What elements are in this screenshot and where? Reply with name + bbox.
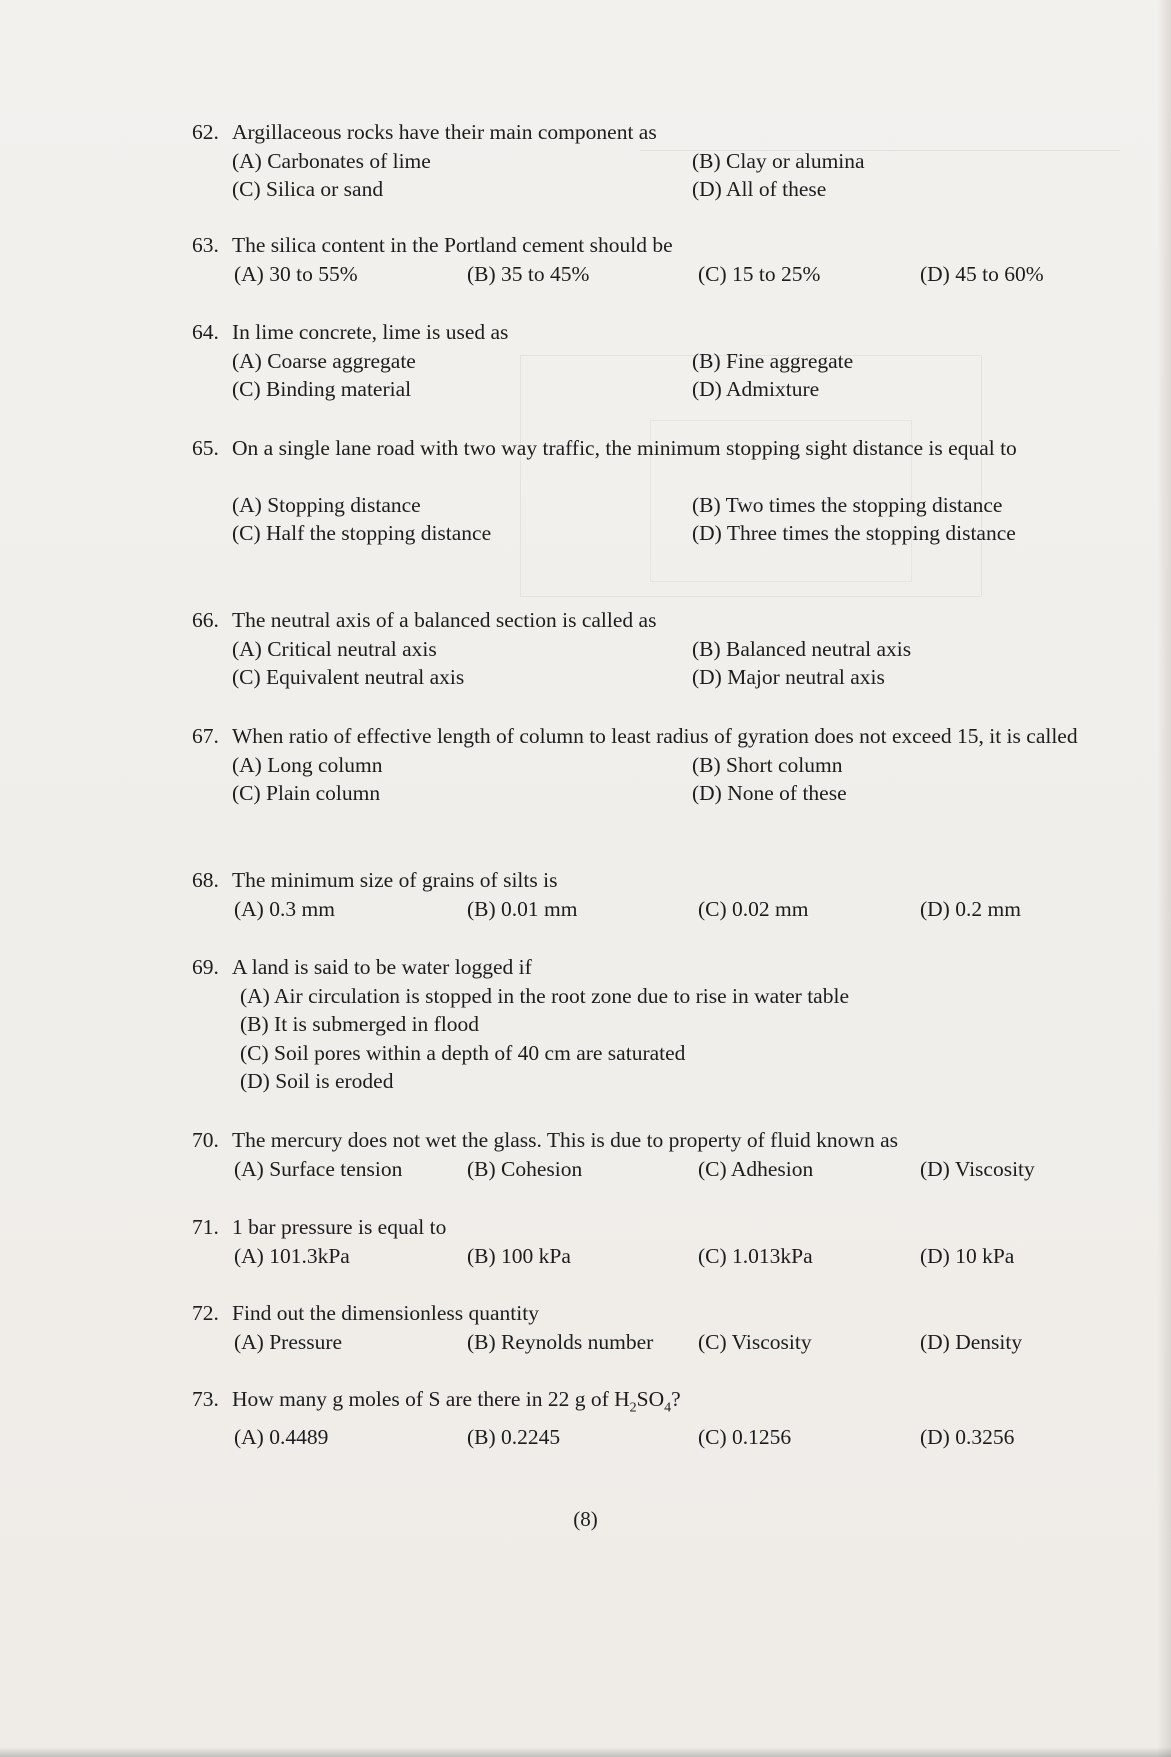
option-d: (D) Density xyxy=(920,1329,1023,1354)
question-73 xyxy=(192,1385,1152,1451)
option-c: (C) 0.02 mm xyxy=(698,896,809,921)
option-b: (B) 0.2245 xyxy=(467,1424,561,1449)
question-text: Argillaceous rocks have their main component as xyxy=(232,120,657,144)
option-a: (A) 101.3kPa xyxy=(234,1243,350,1268)
question-text: In lime concrete, lime is used as xyxy=(232,320,509,344)
question-number: 72. xyxy=(192,1301,219,1325)
question-text xyxy=(232,1385,1152,1423)
page-number: (8) xyxy=(573,1507,598,1531)
option-b: (B) Clay or alumina xyxy=(692,148,865,173)
option-b: (B) It is submerged in flood xyxy=(240,1012,480,1036)
question-number: 66. xyxy=(192,608,219,632)
option-a: (A) Critical neutral axis xyxy=(232,636,437,661)
question-text: When ratio of effective length of column to least radius of gyration does not exceed 15, it is called xyxy=(232,724,1078,748)
question-number: 67. xyxy=(192,724,219,748)
option-b: (B) 100 kPa xyxy=(467,1243,571,1268)
option-d: (D) None of these xyxy=(692,781,847,805)
option-a: (A) Surface tension xyxy=(234,1156,403,1181)
question-number: 73. xyxy=(192,1387,219,1411)
option-a: (A) Coarse aggregate xyxy=(232,348,416,373)
question-number: 71. xyxy=(192,1215,219,1239)
option-c: (C) 15 to 25% xyxy=(698,261,821,286)
question-71 xyxy=(192,1213,1152,1270)
question-text: The minimum size of grains of silts is xyxy=(232,868,558,892)
option-c: (C) Equivalent neutral axis xyxy=(232,665,465,689)
scan-bottom-shadow xyxy=(0,1747,1171,1757)
question-62 xyxy=(192,118,1152,204)
question-text: The neutral axis of a balanced section is called as xyxy=(232,608,657,632)
question-number: 65. xyxy=(192,436,219,460)
question-text: 1 bar pressure is equal to xyxy=(232,1215,447,1239)
question-66 xyxy=(192,606,1152,692)
option-c: (C) Soil pores within a depth of 40 cm are saturated xyxy=(240,1040,686,1065)
option-c: (C) Binding material xyxy=(232,377,412,401)
option-a: (A) Long column xyxy=(232,752,383,777)
option-c: (C) Half the stopping distance xyxy=(232,521,492,545)
option-d: (D) Three times the stopping distance xyxy=(692,521,1016,545)
question-text: On a single lane road with two way traffic, the minimum stopping sight distance is equal to xyxy=(232,436,1017,460)
option-d: (D) Admixture xyxy=(692,377,820,401)
option-b: (B) Fine aggregate xyxy=(692,348,854,373)
subscript: 4 xyxy=(664,1400,672,1416)
option-a: (A) Air circulation is stopped in the root zone due to rise in water table xyxy=(240,983,849,1008)
question-68 xyxy=(192,866,1152,923)
question-64 xyxy=(192,318,1152,404)
option-c: (C) 1.013kPa xyxy=(698,1243,813,1268)
option-b: (B) Cohesion xyxy=(467,1156,583,1181)
option-c: (C) 0.1256 xyxy=(698,1424,792,1449)
option-d: (D) 0.2 mm xyxy=(920,896,1021,921)
question-text: Find out the dimensionless quantity xyxy=(232,1301,539,1325)
option-b: (B) Reynolds number xyxy=(467,1329,654,1354)
question-number: 63. xyxy=(192,233,219,257)
question-number: 68. xyxy=(192,868,219,892)
option-c: (C) Adhesion xyxy=(698,1156,814,1181)
question-67 xyxy=(192,722,1152,808)
question-number: 69. xyxy=(192,955,219,979)
question-text: The silica content in the Portland cement should be xyxy=(232,233,673,257)
option-b: (B) Two times the stopping distance xyxy=(692,492,1003,517)
option-c: (C) Plain column xyxy=(232,781,381,805)
option-d: (D) Major neutral axis xyxy=(692,665,885,689)
question-63 xyxy=(192,231,1152,288)
option-d: (D) 45 to 60% xyxy=(920,261,1044,286)
option-d: (D) 10 kPa xyxy=(920,1243,1015,1268)
option-a: (A) Carbonates of lime xyxy=(232,148,431,173)
option-a: (A) 30 to 55% xyxy=(234,261,358,286)
question-text: The mercury does not wet the glass. This is due to property of fluid known as xyxy=(232,1128,898,1152)
option-d: (D) Soil is eroded xyxy=(240,1069,394,1093)
question-text-part: How many g moles of S are there in 22 g of H xyxy=(232,1387,630,1411)
question-69 xyxy=(192,953,1152,1096)
scan-edge-shadow xyxy=(1157,0,1171,1757)
option-b: (B) 35 to 45% xyxy=(467,261,590,286)
question-text-part: SO xyxy=(636,1387,665,1411)
question-text: A land is said to be water logged if xyxy=(232,955,532,979)
question-number: 70. xyxy=(192,1128,219,1152)
question-text-part: ? xyxy=(671,1387,681,1411)
question-70 xyxy=(192,1126,1152,1183)
option-b: (B) Balanced neutral axis xyxy=(692,636,912,661)
question-72 xyxy=(192,1299,1152,1356)
subscript: 2 xyxy=(629,1400,637,1416)
question-number: 64. xyxy=(192,320,219,344)
option-b: (B) 0.01 mm xyxy=(467,896,578,921)
option-c: (C) Viscosity xyxy=(698,1329,812,1354)
option-d: (D) Viscosity xyxy=(920,1156,1035,1181)
option-a: (A) Stopping distance xyxy=(232,492,421,517)
option-d: (D) All of these xyxy=(692,177,827,201)
option-a: (A) 0.4489 xyxy=(234,1424,329,1449)
option-a: (A) Pressure xyxy=(234,1329,343,1354)
option-c: (C) Silica or sand xyxy=(232,177,384,201)
option-b: (B) Short column xyxy=(692,752,843,777)
option-a: (A) 0.3 mm xyxy=(234,896,335,921)
question-number: 62. xyxy=(192,120,219,144)
option-d: (D) 0.3256 xyxy=(920,1424,1015,1449)
question-65 xyxy=(192,434,1152,548)
blank-line xyxy=(192,463,1152,491)
